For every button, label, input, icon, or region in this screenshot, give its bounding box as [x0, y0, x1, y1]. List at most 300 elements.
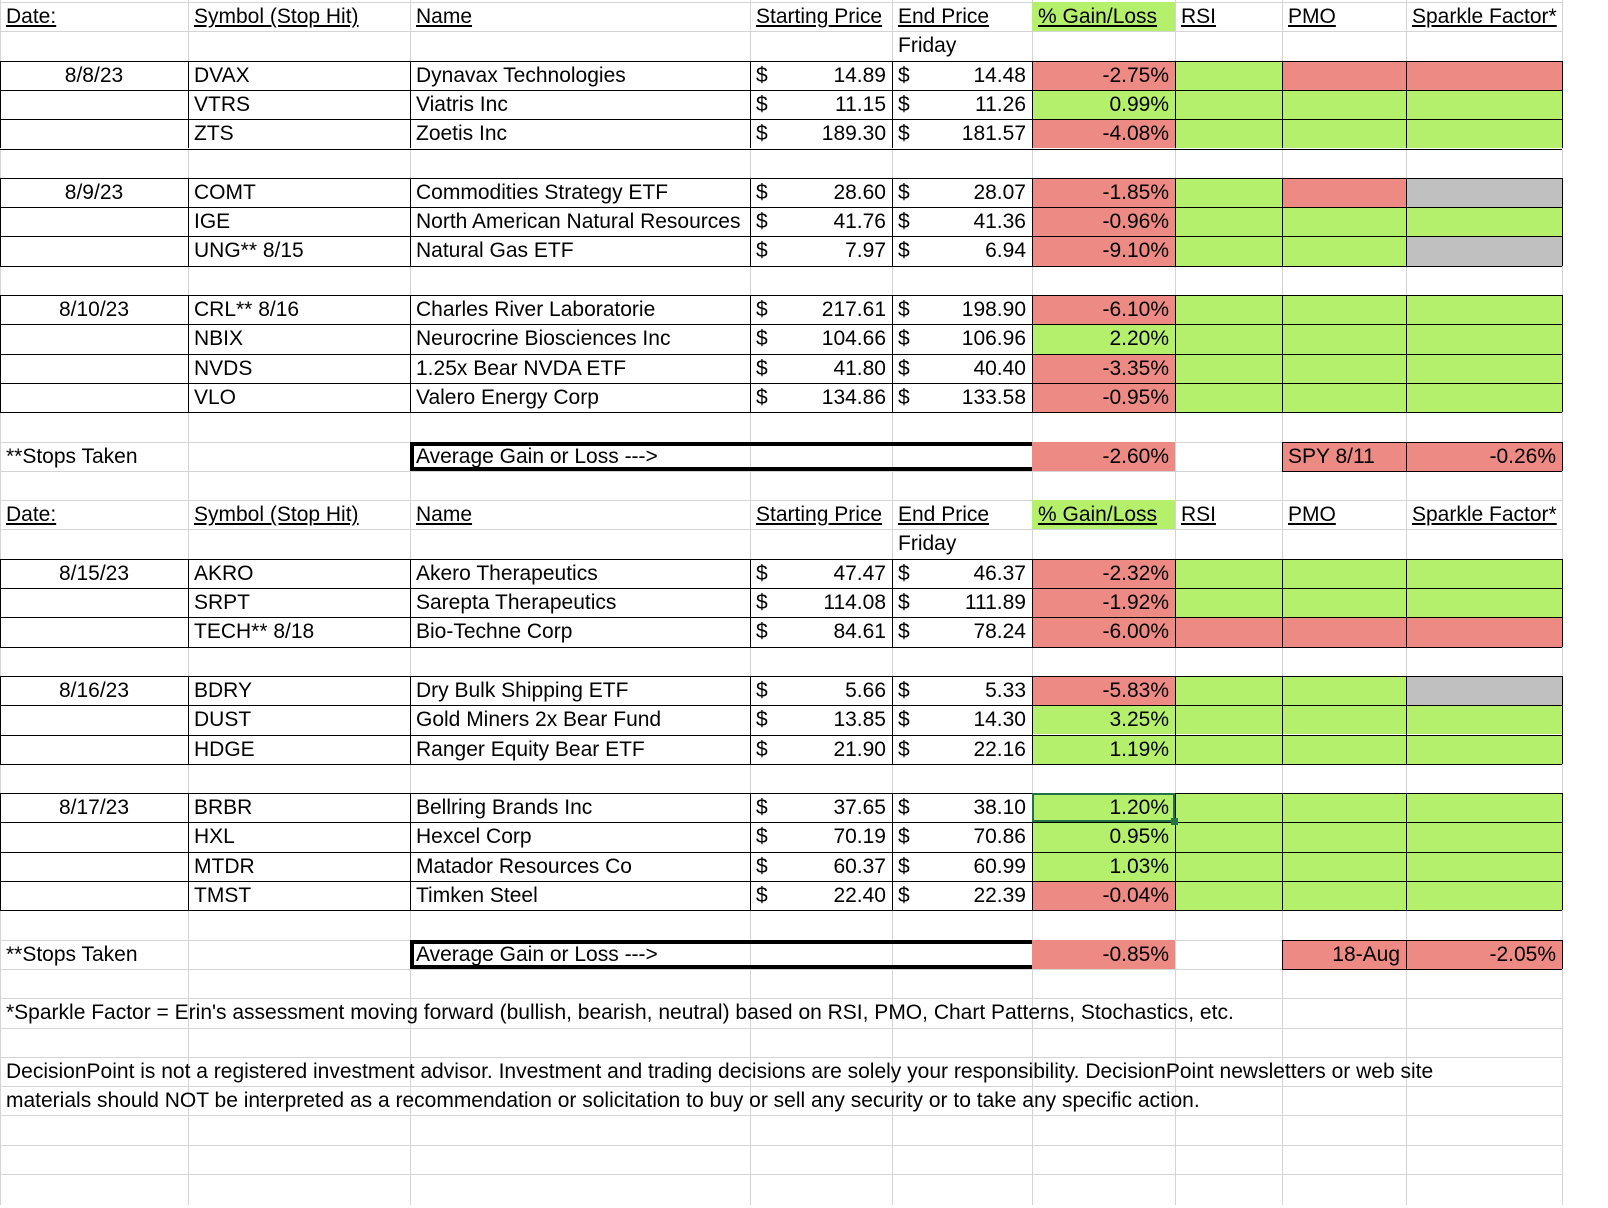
name-cell: Zoetis Inc [416, 122, 508, 146]
column-border [1032, 61, 1033, 149]
end-price-cell: 41.36 [973, 210, 1026, 234]
rsi-indicator [1175, 61, 1282, 90]
grid-row-line [0, 1028, 1562, 1029]
currency-sign: $ [756, 561, 768, 585]
row-border [0, 647, 1562, 648]
column-border [1562, 940, 1563, 969]
column-border [1282, 793, 1283, 910]
end-price-cell: 38.10 [973, 796, 1026, 820]
rsi-indicator [1175, 559, 1282, 588]
end-price-cell: 133.58 [961, 385, 1026, 409]
pmo-indicator [1282, 852, 1406, 881]
column-border [750, 178, 751, 266]
column-border [188, 559, 189, 647]
currency-sign: $ [898, 854, 910, 878]
pmo-indicator [1282, 676, 1406, 705]
column-border [1562, 178, 1563, 266]
currency-sign: $ [756, 122, 768, 146]
column-border [1175, 559, 1176, 647]
average-value: -0.85% [1032, 940, 1175, 969]
sparkle-indicator [1406, 178, 1562, 207]
header-pmo: PMO [1288, 5, 1336, 28]
currency-sign: $ [756, 884, 768, 907]
currency-sign: $ [756, 591, 768, 614]
pmo-indicator [1282, 207, 1406, 236]
fill-handle [1171, 818, 1178, 825]
column-border [1032, 559, 1033, 647]
currency-sign: $ [756, 825, 768, 849]
rsi-indicator [1175, 295, 1282, 324]
symbol-cell: BRBR [194, 796, 253, 820]
row-border [0, 324, 1562, 325]
row-border [1282, 471, 1562, 472]
gain-loss-cell: 0.95% [1032, 822, 1175, 851]
starting-price-cell: 114.08 [823, 591, 886, 614]
sparkle-indicator [1406, 735, 1562, 764]
column-border [1562, 676, 1563, 764]
row-border [0, 119, 1562, 120]
rsi-indicator [1175, 822, 1282, 851]
row-border [0, 881, 1562, 882]
end-price-cell: 6.94 [985, 239, 1026, 263]
column-border [1406, 61, 1407, 149]
gain-loss-cell: 1.19% [1032, 735, 1175, 764]
column-border [1406, 559, 1407, 647]
symbol-cell: BDRY [194, 678, 252, 702]
column-border [188, 295, 189, 412]
column-border [0, 61, 1, 149]
gain-loss-cell: 0.99% [1032, 90, 1175, 119]
column-border [0, 793, 1, 910]
header-end-price: End Price [898, 5, 990, 28]
gain-loss-cell: 2.20% [1032, 324, 1175, 353]
sparkle-indicator [1406, 822, 1562, 851]
symbol-cell: NBIX [194, 327, 244, 351]
header-gain-loss: % Gain/Loss [1032, 2, 1175, 31]
grid-row-line [0, 529, 1562, 530]
pmo-indicator [1282, 178, 1406, 207]
starting-price-cell: 70.19 [833, 825, 886, 849]
currency-sign: $ [898, 796, 910, 820]
symbol-cell: TECH** 8/18 [194, 620, 315, 644]
pmo-indicator [1282, 617, 1406, 646]
column-border [410, 793, 411, 910]
column-border [1032, 178, 1033, 266]
currency-sign: $ [756, 180, 768, 204]
currency-sign: $ [756, 737, 768, 761]
sparkle-indicator [1406, 852, 1562, 881]
starting-price-cell: 37.65 [833, 796, 886, 820]
gain-loss-cell: 1.03% [1032, 852, 1175, 881]
pmo-indicator [1282, 383, 1406, 412]
currency-sign: $ [898, 678, 910, 702]
row-border [0, 822, 1562, 823]
column-border [1406, 676, 1407, 764]
currency-sign: $ [898, 561, 910, 585]
starting-price-cell: 189.30 [821, 122, 886, 146]
starting-price-cell: 217.61 [821, 298, 886, 321]
currency-sign: $ [898, 180, 910, 204]
column-border [410, 295, 411, 412]
symbol-cell: VTRS [194, 92, 251, 116]
header-sparkle-factor: Sparkle Factor* [1412, 503, 1557, 527]
header-friday: Friday [898, 34, 957, 58]
rsi-indicator [1175, 588, 1282, 617]
column-border [750, 61, 751, 149]
row-border [0, 617, 1562, 618]
column-border [0, 559, 1, 647]
benchmark-label: 18-Aug [1282, 940, 1406, 969]
row-border [0, 236, 1562, 237]
header-sparkle-factor: Sparkle Factor* [1412, 5, 1557, 28]
currency-sign: $ [756, 63, 768, 87]
currency-sign: $ [756, 356, 768, 380]
column-border [1562, 442, 1563, 471]
gain-loss-cell: -0.04% [1032, 881, 1175, 910]
header-date: Date: [6, 5, 57, 28]
gain-loss-cell: 1.20% [1032, 793, 1175, 822]
date-cell: 8/15/23 [58, 561, 130, 585]
header-rsi: RSI [1181, 503, 1217, 527]
currency-sign: $ [756, 385, 768, 409]
currency-sign: $ [898, 385, 910, 409]
currency-sign: $ [898, 620, 910, 644]
grid-row-line [0, 1174, 1562, 1175]
symbol-cell: IGE [194, 210, 231, 234]
rsi-indicator [1175, 852, 1282, 881]
end-price-cell: 70.86 [973, 825, 1026, 849]
currency-sign: $ [898, 356, 910, 380]
sparkle-indicator [1406, 383, 1562, 412]
column-border [0, 178, 1, 266]
footnote-text: *Sparkle Factor = Erin's assessment moving forward (bullish, bearish, neutral) based on RSI, PMO, Chart Patterns, Stochastics, etc. [6, 1001, 1234, 1025]
currency-sign: $ [756, 327, 768, 351]
sparkle-indicator [1406, 793, 1562, 822]
sparkle-indicator [1406, 324, 1562, 353]
currency-sign: $ [898, 327, 910, 351]
column-border [892, 559, 893, 647]
starting-price-cell: 104.66 [821, 327, 886, 351]
column-border [892, 61, 893, 149]
date-cell: 8/8/23 [64, 63, 124, 87]
column-border [1032, 295, 1033, 412]
pmo-indicator [1282, 119, 1406, 148]
sparkle-indicator [1406, 617, 1562, 646]
column-border [750, 793, 751, 910]
starting-price-cell: 21.90 [833, 737, 886, 761]
symbol-cell: VLO [194, 385, 237, 409]
currency-sign: $ [898, 825, 910, 849]
row-border [0, 383, 1562, 384]
header-symbol: Symbol (Stop Hit) [194, 5, 359, 28]
currency-sign: $ [756, 708, 768, 732]
row-border [0, 354, 1562, 355]
name-cell: Bellring Brands Inc [416, 796, 593, 820]
column-border [410, 61, 411, 149]
end-price-cell: 106.96 [961, 327, 1026, 351]
currency-sign: $ [756, 678, 768, 702]
sparkle-indicator [1406, 881, 1562, 910]
rsi-indicator [1175, 705, 1282, 734]
currency-sign: $ [898, 737, 910, 761]
end-price-cell: 22.39 [973, 884, 1026, 907]
starting-price-cell: 41.80 [833, 356, 886, 380]
starting-price-cell: 22.40 [833, 884, 886, 907]
date-cell: 8/9/23 [64, 180, 124, 204]
column-border [892, 295, 893, 412]
name-cell: Natural Gas ETF [416, 239, 574, 263]
row-border [0, 852, 1562, 853]
name-cell: Hexcel Corp [416, 825, 532, 849]
pmo-indicator [1282, 236, 1406, 265]
symbol-cell: MTDR [194, 854, 255, 878]
row-border [0, 90, 1562, 91]
pmo-indicator [1282, 354, 1406, 383]
pmo-indicator [1282, 822, 1406, 851]
name-cell: Ranger Equity Bear ETF [416, 737, 645, 761]
header-rsi: RSI [1181, 5, 1217, 28]
gain-loss-cell: -6.00% [1032, 617, 1175, 646]
grid-row-line [0, 31, 1562, 32]
sparkle-indicator [1406, 354, 1562, 383]
column-border [1282, 178, 1283, 266]
disclaimer-line-2: materials should NOT be interpreted as a recommendation or solicitation to buy or sell any security or to take any specific action. [6, 1089, 1200, 1113]
header-starting-price: Starting Price [756, 503, 883, 527]
sparkle-indicator [1406, 119, 1562, 148]
currency-sign: $ [756, 620, 768, 644]
end-price-cell: 40.40 [973, 356, 1026, 380]
column-border [0, 676, 1, 764]
sparkle-indicator [1406, 676, 1562, 705]
name-cell: Dry Bulk Shipping ETF [416, 678, 629, 702]
row-border [0, 910, 1562, 911]
column-border [750, 559, 751, 647]
column-border [1032, 676, 1033, 764]
column-border [410, 178, 411, 266]
header-name: Name [416, 5, 473, 28]
name-cell: North American Natural Resources [416, 210, 741, 234]
name-cell: Timken Steel [416, 884, 538, 907]
gain-loss-cell: -5.83% [1032, 676, 1175, 705]
rsi-indicator [1175, 324, 1282, 353]
currency-sign: $ [898, 210, 910, 234]
gain-loss-cell: -9.10% [1032, 236, 1175, 265]
column-border [188, 61, 189, 149]
gain-loss-cell: -6.10% [1032, 295, 1175, 324]
pmo-indicator [1282, 588, 1406, 617]
rsi-indicator [1175, 90, 1282, 119]
header-gain-loss: % Gain/Loss [1032, 500, 1175, 529]
currency-sign: $ [898, 122, 910, 146]
pmo-indicator [1282, 705, 1406, 734]
row-border [0, 295, 1562, 296]
currency-sign: $ [898, 298, 910, 321]
rsi-indicator [1175, 793, 1282, 822]
sparkle-indicator [1406, 559, 1562, 588]
column-border [1282, 676, 1283, 764]
symbol-cell: NVDS [194, 356, 253, 380]
symbol-cell: TMST [194, 884, 252, 907]
column-border [1175, 793, 1176, 910]
pmo-indicator [1282, 881, 1406, 910]
column-border [892, 676, 893, 764]
header-pmo: PMO [1288, 503, 1336, 527]
sparkle-indicator [1406, 61, 1562, 90]
column-border [1282, 940, 1283, 969]
header-date: Date: [6, 503, 57, 527]
name-cell: Dynavax Technologies [416, 63, 626, 87]
row-border [0, 207, 1562, 208]
pmo-indicator [1282, 61, 1406, 90]
average-value: -2.60% [1032, 442, 1175, 471]
pmo-indicator [1282, 324, 1406, 353]
end-price-cell: 78.24 [973, 620, 1026, 644]
column-border [188, 676, 189, 764]
selected-cell[interactable] [1032, 793, 1175, 822]
currency-sign: $ [898, 708, 910, 732]
column-border [1175, 295, 1176, 412]
pmo-indicator [1282, 793, 1406, 822]
gain-loss-cell: -1.92% [1032, 588, 1175, 617]
column-border [410, 559, 411, 647]
gain-loss-cell: -2.75% [1032, 61, 1175, 90]
name-cell: Charles River Laboratorie [416, 298, 656, 321]
column-border [1282, 61, 1283, 149]
header-symbol: Symbol (Stop Hit) [194, 503, 359, 527]
column-border [188, 178, 189, 266]
column-border [1562, 793, 1563, 910]
symbol-cell: COMT [194, 180, 256, 204]
symbol-cell: HXL [194, 825, 235, 849]
date-cell: 8/16/23 [58, 678, 130, 702]
row-border [0, 61, 1562, 62]
column-border [1562, 295, 1563, 412]
header-starting-price: Starting Price [756, 5, 883, 28]
starting-price-cell: 7.97 [845, 239, 886, 263]
column-border [188, 793, 189, 910]
starting-price-cell: 134.86 [821, 385, 886, 409]
row-border [0, 676, 1562, 677]
starting-price-cell: 11.15 [835, 92, 886, 116]
name-cell: Akero Therapeutics [416, 561, 598, 585]
rsi-indicator [1175, 207, 1282, 236]
grid-row-line [0, 1115, 1562, 1116]
symbol-cell: SRPT [194, 591, 251, 614]
date-cell: 8/10/23 [58, 298, 130, 321]
rsi-indicator [1175, 617, 1282, 646]
end-price-cell: 14.48 [973, 63, 1026, 87]
column-border [1175, 676, 1176, 764]
starting-price-cell: 47.47 [833, 561, 886, 585]
end-price-cell: 11.26 [975, 92, 1026, 116]
name-cell: Commodities Strategy ETF [416, 180, 669, 204]
column-border [1406, 295, 1407, 412]
starting-price-cell: 14.89 [833, 63, 886, 87]
column-border [750, 295, 751, 412]
currency-sign: $ [898, 63, 910, 87]
gain-loss-cell: 3.25% [1032, 705, 1175, 734]
currency-sign: $ [898, 591, 910, 614]
rsi-indicator [1175, 354, 1282, 383]
average-label: Average Gain or Loss ---> [416, 942, 658, 966]
symbol-cell: AKRO [194, 561, 254, 585]
pmo-indicator [1282, 295, 1406, 324]
row-border [0, 559, 1562, 560]
column-border [0, 295, 1, 412]
gain-loss-cell: -0.95% [1032, 383, 1175, 412]
rsi-indicator [1175, 178, 1282, 207]
name-cell: Viatris Inc [416, 92, 508, 116]
rsi-indicator [1175, 735, 1282, 764]
starting-price-cell: 41.76 [833, 210, 886, 234]
end-price-cell: 5.33 [985, 678, 1026, 702]
column-border [892, 178, 893, 266]
row-border [0, 705, 1562, 706]
column-border [1282, 442, 1283, 471]
benchmark-value: -0.26% [1406, 442, 1562, 471]
row-border [1282, 969, 1562, 970]
row-border [0, 266, 1562, 267]
currency-sign: $ [898, 884, 910, 907]
column-border [1406, 178, 1407, 266]
row-border [1282, 442, 1562, 443]
end-price-cell: 22.16 [973, 737, 1026, 761]
grid-row-line [0, 1145, 1562, 1146]
stops-taken-label: **Stops Taken [6, 942, 138, 966]
end-price-cell: 111.89 [964, 591, 1026, 614]
name-cell: Neurocrine Biosciences Inc [416, 327, 671, 351]
rsi-indicator [1175, 383, 1282, 412]
column-border [1175, 178, 1176, 266]
pmo-indicator [1282, 735, 1406, 764]
column-border [1175, 61, 1176, 149]
symbol-cell: DUST [194, 708, 252, 732]
symbol-cell: CRL** 8/16 [194, 298, 300, 321]
name-cell: Matador Resources Co [416, 854, 632, 878]
sparkle-indicator [1406, 588, 1562, 617]
currency-sign: $ [756, 92, 768, 116]
header-end-price: End Price [898, 503, 990, 527]
column-border [410, 676, 411, 764]
stops-taken-label: **Stops Taken [6, 444, 138, 468]
date-cell: 8/17/23 [58, 796, 130, 820]
column-border [1282, 559, 1283, 647]
row-border [0, 149, 1562, 150]
row-border [0, 764, 1562, 765]
gain-loss-cell: -1.85% [1032, 178, 1175, 207]
row-border [0, 588, 1562, 589]
column-border [750, 676, 751, 764]
currency-sign: $ [898, 239, 910, 263]
column-border [892, 793, 893, 910]
name-cell: Valero Energy Corp [416, 385, 599, 409]
gain-loss-cell: -2.32% [1032, 559, 1175, 588]
row-border [0, 178, 1562, 179]
column-border [1406, 793, 1407, 910]
rsi-indicator [1175, 119, 1282, 148]
currency-sign: $ [756, 210, 768, 234]
starting-price-cell: 60.37 [833, 854, 886, 878]
sparkle-indicator [1406, 90, 1562, 119]
end-price-cell: 198.90 [961, 298, 1026, 321]
benchmark-label: SPY 8/11 [1282, 442, 1406, 471]
currency-sign: $ [756, 239, 768, 263]
header-friday: Friday [898, 532, 957, 556]
sparkle-indicator [1406, 236, 1562, 265]
symbol-cell: UNG** 8/15 [194, 239, 304, 263]
end-price-cell: 14.30 [973, 708, 1026, 732]
name-cell: Bio-Techne Corp [416, 620, 573, 644]
